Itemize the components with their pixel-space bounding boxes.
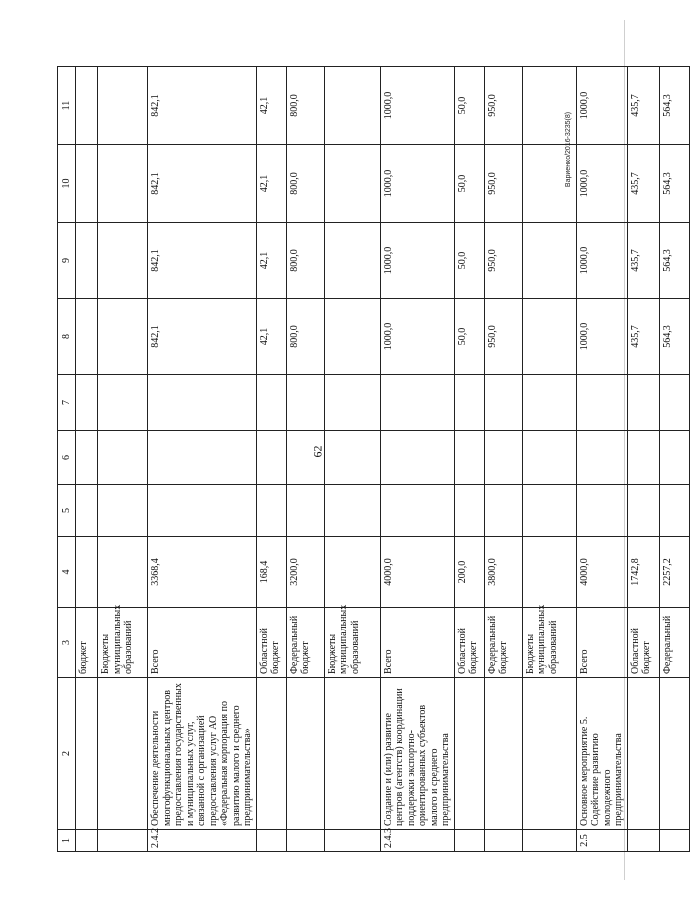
table-row [627, 67, 659, 852]
table-cell-col-3: Областной бюджет [256, 608, 286, 678]
table-cell-col-6 [454, 431, 484, 485]
table-cell-col-6 [659, 431, 689, 485]
table-cell-col-4 [98, 537, 148, 608]
table-cell-col-8: 435,7 [627, 299, 659, 375]
table-cell-col-9: 842,1 [148, 223, 257, 299]
table-cell-col-11: 50,0 [454, 67, 484, 145]
table-cell-col-11: 435,7 [627, 67, 659, 145]
table-cell-col-11: 564,3 [659, 67, 689, 145]
table-cell-col-1 [286, 830, 324, 852]
table-row [576, 67, 627, 852]
table-cell-col-8 [324, 299, 380, 375]
table-cell-col-1 [98, 830, 148, 852]
table-cell-col-5 [256, 485, 286, 537]
table-cell-col-1 [484, 830, 522, 852]
table-cell-col-10: 435,7 [627, 145, 659, 223]
table-cell-col-5 [324, 485, 380, 537]
table-cell-col-10: 800,0 [286, 145, 324, 223]
table-cell-col-4 [324, 537, 380, 608]
table-cell-col-10 [324, 145, 380, 223]
table-cell-col-4: 3368,4 [148, 537, 257, 608]
table-row [76, 67, 98, 852]
table-cell-col-5 [659, 485, 689, 537]
table-cell-col-9: 42,1 [256, 223, 286, 299]
table-cell-col-1: 2.4.2 [148, 830, 257, 852]
table-cell-col-1 [454, 830, 484, 852]
table-cell-col-11: 42,1 [256, 67, 286, 145]
col-header-3: 3 [58, 608, 76, 678]
table-row [522, 67, 576, 852]
table-cell-col-9 [98, 223, 148, 299]
table-cell-col-2 [659, 678, 689, 830]
table-cell-col-1 [522, 830, 576, 852]
col-header-4: 4 [58, 537, 76, 608]
table-cell-col-4: 3200,0 [286, 537, 324, 608]
table-cell-col-6 [76, 431, 98, 485]
table-cell-col-1 [659, 830, 689, 852]
col-header-8: 8 [58, 299, 76, 375]
table-cell-col-5 [76, 485, 98, 537]
table-cell-col-9 [76, 223, 98, 299]
col-header-2: 2 [58, 678, 76, 830]
table-cell-col-11: 950,0 [484, 67, 522, 145]
table-cell-col-4: 200,0 [454, 537, 484, 608]
col-header-5: 5 [58, 485, 76, 537]
table-cell-col-1: 2.4.3 [380, 830, 454, 852]
table-cell-col-9: 800,0 [286, 223, 324, 299]
table-cell-col-2 [76, 678, 98, 830]
table-cell-col-8: 1000,0 [576, 299, 627, 375]
table-cell-col-10: 42,1 [256, 145, 286, 223]
page-number: 62 [310, 445, 325, 458]
table-cell-col-1: 2.5 [576, 830, 627, 852]
table-cell-col-10: 1000,0 [380, 145, 454, 223]
table-cell-col-7 [659, 375, 689, 431]
table-cell-col-7 [256, 375, 286, 431]
table-cell-col-9 [324, 223, 380, 299]
table-cell-col-3: бюджет [76, 608, 98, 678]
table-cell-col-5 [98, 485, 148, 537]
table-cell-col-7 [76, 375, 98, 431]
table-cell-col-1 [76, 830, 98, 852]
table-row [380, 67, 454, 852]
table-cell-col-5 [380, 485, 454, 537]
table-cell-col-1 [256, 830, 286, 852]
table-cell-col-2 [256, 678, 286, 830]
table-cell-col-2 [324, 678, 380, 830]
table-cell-col-5 [148, 485, 257, 537]
table-body [76, 67, 690, 852]
table-cell-col-7 [522, 375, 576, 431]
table-cell-col-11: 1000,0 [380, 67, 454, 145]
table-cell-col-2 [98, 678, 148, 830]
table-cell-col-7 [454, 375, 484, 431]
table-cell-col-2 [627, 678, 659, 830]
table-cell-col-9: 1000,0 [380, 223, 454, 299]
table-cell-col-10 [98, 145, 148, 223]
table-cell-col-6 [98, 431, 148, 485]
table-cell-col-5 [454, 485, 484, 537]
table-cell-col-1 [627, 830, 659, 852]
table-cell-col-3: Областной бюджет [454, 608, 484, 678]
table-cell-col-3: Федеральный бюджет [286, 608, 324, 678]
table-cell-col-3: Всего [576, 608, 627, 678]
col-header-7: 7 [58, 375, 76, 431]
table-row [98, 67, 148, 852]
table-cell-col-11: 1000,0 [576, 67, 627, 145]
table-cell-col-10: 1000,0 [576, 145, 627, 223]
col-header-11: 11 [58, 67, 76, 145]
col-header-9: 9 [58, 223, 76, 299]
table-cell-col-4 [522, 537, 576, 608]
table-row [324, 67, 380, 852]
table-cell-col-8 [98, 299, 148, 375]
table-cell-col-9: 50,0 [454, 223, 484, 299]
table-cell-col-4: 4000,0 [380, 537, 454, 608]
table-cell-col-6 [522, 431, 576, 485]
col-header-1: 1 [58, 830, 76, 852]
table-cell-col-5 [286, 485, 324, 537]
table-cell-col-9 [522, 223, 576, 299]
table-cell-col-6 [627, 431, 659, 485]
table-cell-col-2: Основное мероприятие 5. Содействие развитию молодежного предпринимательства [576, 678, 627, 830]
col-header-10: 10 [58, 145, 76, 223]
table-cell-col-4: 168,4 [256, 537, 286, 608]
table-cell-col-5 [522, 485, 576, 537]
table-cell-col-4 [76, 537, 98, 608]
table-cell-col-7 [380, 375, 454, 431]
table-cell-col-6 [148, 431, 257, 485]
table-cell-col-7 [148, 375, 257, 431]
table-cell-col-2 [522, 678, 576, 830]
table-cell-col-7 [324, 375, 380, 431]
table-row [659, 67, 689, 852]
table-row [286, 67, 324, 852]
table-cell-col-9: 564,3 [659, 223, 689, 299]
table-cell-col-2 [454, 678, 484, 830]
table-cell-col-11 [324, 67, 380, 145]
table-cell-col-4: 3800,0 [484, 537, 522, 608]
table-cell-col-11: 842,1 [148, 67, 257, 145]
table-cell-col-10: 50,0 [454, 145, 484, 223]
table-cell-col-8: 950,0 [484, 299, 522, 375]
table-cell-col-11 [98, 67, 148, 145]
table-cell-col-8: 1000,0 [380, 299, 454, 375]
table-cell-col-8: 42,1 [256, 299, 286, 375]
table-cell-col-2 [286, 678, 324, 830]
table-cell-col-4: 2257,2 [659, 537, 689, 608]
table-cell-col-3: Бюджеты муниципальных образований [522, 608, 576, 678]
table-cell-col-11 [522, 67, 576, 145]
table-cell-col-7 [576, 375, 627, 431]
table-cell-col-9: 950,0 [484, 223, 522, 299]
table-cell-col-2 [484, 678, 522, 830]
table-cell-col-6 [380, 431, 454, 485]
budget-table [57, 66, 690, 852]
table-cell-col-3: Областной бюджет [627, 608, 659, 678]
table-cell-col-9: 435,7 [627, 223, 659, 299]
table-cell-col-6 [286, 431, 324, 485]
document-stamp: Вариенко/2016-3235(8) [565, 111, 573, 188]
table-cell-col-5 [627, 485, 659, 537]
table-cell-col-8 [76, 299, 98, 375]
table-cell-col-3: Федеральный [659, 608, 689, 678]
table-cell-col-3: Всего [148, 608, 257, 678]
table-cell-col-6 [576, 431, 627, 485]
table-cell-col-7 [98, 375, 148, 431]
table-cell-col-6 [256, 431, 286, 485]
table-cell-col-11 [76, 67, 98, 145]
table-cell-col-9: 1000,0 [576, 223, 627, 299]
table-cell-col-4: 1742,8 [627, 537, 659, 608]
table-cell-col-8: 564,3 [659, 299, 689, 375]
table-cell-col-6 [484, 431, 522, 485]
table-cell-col-7 [286, 375, 324, 431]
table-cell-col-7 [484, 375, 522, 431]
table-cell-col-11: 800,0 [286, 67, 324, 145]
table-cell-col-8 [522, 299, 576, 375]
table-cell-col-10: 564,3 [659, 145, 689, 223]
table-cell-col-4: 4000,0 [576, 537, 627, 608]
table-cell-col-8: 50,0 [454, 299, 484, 375]
table-cell-col-6 [324, 431, 380, 485]
table-cell-col-2: Создание и (или) развитие центров (агентств) координации поддержки экспортно-ориентированных субъектов малого и среднего предпринимательства [380, 678, 454, 830]
table-cell-col-10 [522, 145, 576, 223]
table-row [454, 67, 484, 852]
table-cell-col-10: 842,1 [148, 145, 257, 223]
table-cell-col-10 [76, 145, 98, 223]
table-cell-col-8: 800,0 [286, 299, 324, 375]
table-row [256, 67, 286, 852]
table-cell-col-3: Федеральный бюджет [484, 608, 522, 678]
table-cell-col-3: Всего [380, 608, 454, 678]
table-cell-col-10: 950,0 [484, 145, 522, 223]
table-row [484, 67, 522, 852]
table-cell-col-5 [576, 485, 627, 537]
table-cell-col-2: Обеспечение деятельности многофункциональных центров предоставления государственных и муниципальных услуг, связанной с организацией предоставления услуг АО «Федеральная корпорация по развитию малого и среднего предпринимательства» [148, 678, 257, 830]
table-cell-col-3: Бюджеты муниципальных образований [324, 608, 380, 678]
table-row [148, 67, 257, 852]
table-cell-col-3: Бюджеты муниципальных образований [98, 608, 148, 678]
table-cell-col-1 [324, 830, 380, 852]
table-cell-col-8: 842,1 [148, 299, 257, 375]
table-header-row [58, 67, 76, 852]
col-header-6: 6 [58, 431, 76, 485]
table-cell-col-7 [627, 375, 659, 431]
table-cell-col-5 [484, 485, 522, 537]
